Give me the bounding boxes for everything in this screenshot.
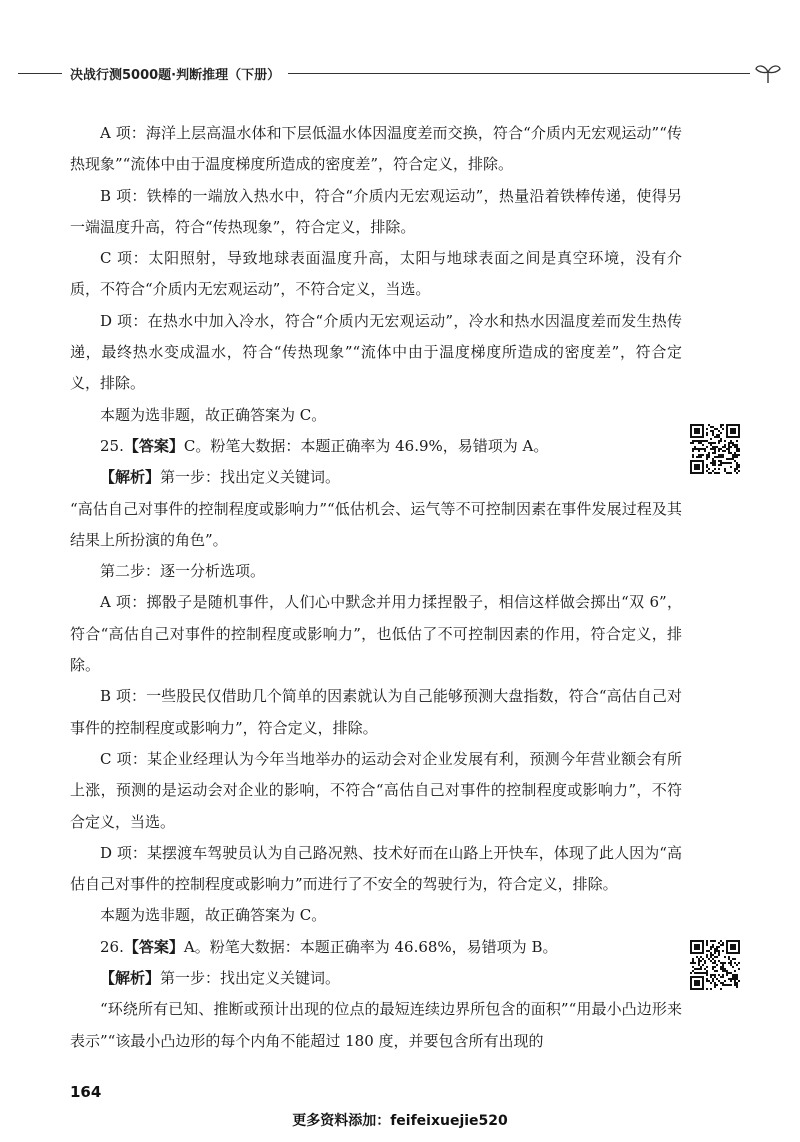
running-header xyxy=(18,60,782,86)
analysis-step1-q26 xyxy=(70,963,682,994)
sprout-icon xyxy=(754,61,782,85)
conclusion-q25: 本题为选非题，故正确答案为 C。 xyxy=(100,906,327,925)
answer-tag: 【答案】 xyxy=(123,937,184,956)
option-a-analysis-q24: A 项：海洋上层高温水体和下层低温水体因温度差而交换，符合“介质内无宏观运动”“传热现象”“流体中由于温度梯度所造成的密度差”，符合定义，排除。 xyxy=(70,124,682,174)
analysis-text: 第一步：找出定义关键词。 xyxy=(160,468,341,487)
answer-text: C。粉笔大数据：本题正确率为 46.9%，易错项为 A。 xyxy=(183,436,549,455)
keywords-q26: “环绕所有已知、推断或预计出现的位点的最短连续边界所包含的面积”“用最小凸边形来表示”“该最小凸边形的每个内角不能超过 180 度，并要包含所有出现的 xyxy=(70,1000,682,1050)
answer-text: A。粉笔大数据：本题正确率为 46.68%，易错项为 B。 xyxy=(183,937,558,956)
header-rule-left xyxy=(18,73,62,74)
question-number: 25. xyxy=(100,436,124,455)
option-c-analysis-q25: C 项：某企业经理认为今年当地举办的运动会对企业发展有利，预测今年营业额会有所上涨，预测的是运动会对企业的影响，不符合“高估自己对事件的控制程度或影响力”，不符合定义，当选。 xyxy=(70,749,682,831)
answer-q25 xyxy=(70,431,682,462)
header-rule-right xyxy=(288,73,750,74)
page-number: 164 xyxy=(70,1083,102,1101)
answer-tag: 【答案】 xyxy=(123,436,184,455)
qr-code-icon[interactable] xyxy=(690,940,740,990)
page-body xyxy=(70,118,682,1057)
keywords-q25: “高估自己对事件的控制程度或影响力”“低估机会、运气等不可控制因素在事件发展过程及其结果上所扮演的角色”。 xyxy=(70,499,682,549)
option-b-analysis-q24: B 项：铁棒的一端放入热水中，符合“介质内无宏观运动”，热量沿着铁棒传递，使得另一端温度升高，符合“传热现象”，符合定义，排除。 xyxy=(70,186,682,236)
option-d-analysis-q25: D 项：某摆渡车驾驶员认为自己路况熟、技术好而在山路上开快车，体现了此人因为“高估自己对事件的控制程度或影响力”而进行了不安全的驾驶行为，符合定义，排除。 xyxy=(70,843,682,894)
conclusion-q24: 本题为选非题，故正确答案为 C。 xyxy=(100,405,327,424)
header-title: 决战行测5000题·判断推理（下册） xyxy=(70,67,281,83)
analysis-step2-q25: 第二步：逐一分析选项。 xyxy=(100,562,266,581)
option-c-analysis-q24: C 项：太阳照射，导致地球表面温度升高，太阳与地球表面之间是真空环境，没有介质，不符合“介质内无宏观运动”，不符合定义，当选。 xyxy=(70,249,682,299)
analysis-tag: 【解析】 xyxy=(100,969,161,988)
analysis-tag: 【解析】 xyxy=(100,468,161,487)
option-b-analysis-q25: B 项：一些股民仅借助几个简单的因素就认为自己能够预测大盘指数，符合“高估自己对事件的控制程度或影响力”，符合定义，排除。 xyxy=(70,687,682,737)
question-number: 26. xyxy=(100,937,124,956)
qr-code-icon[interactable] xyxy=(690,424,740,474)
analysis-text: 第一步：找出定义关键词。 xyxy=(160,969,341,988)
answer-q26 xyxy=(70,932,682,963)
option-a-analysis-q25: A 项：掷骰子是随机事件，人们心中默念并用力揉捏骰子，相信这样做会掷出“双 6”，符合“高估自己对事件的控制程度或影响力”，也低估了不可控制因素的作用，符合定义，排除。 xyxy=(70,593,682,675)
footer-note: 更多资料添加：feifeixuejie520 xyxy=(292,1113,508,1129)
option-d-analysis-q24: D 项：在热水中加入冷水，符合“介质内无宏观运动”，冷水和热水因温度差而发生热传递，最终热水变成温水，符合“传热现象”“流体中由于温度梯度所造成的密度差”，符合定义，排除。 xyxy=(70,311,682,393)
analysis-step1-q25 xyxy=(70,462,682,493)
